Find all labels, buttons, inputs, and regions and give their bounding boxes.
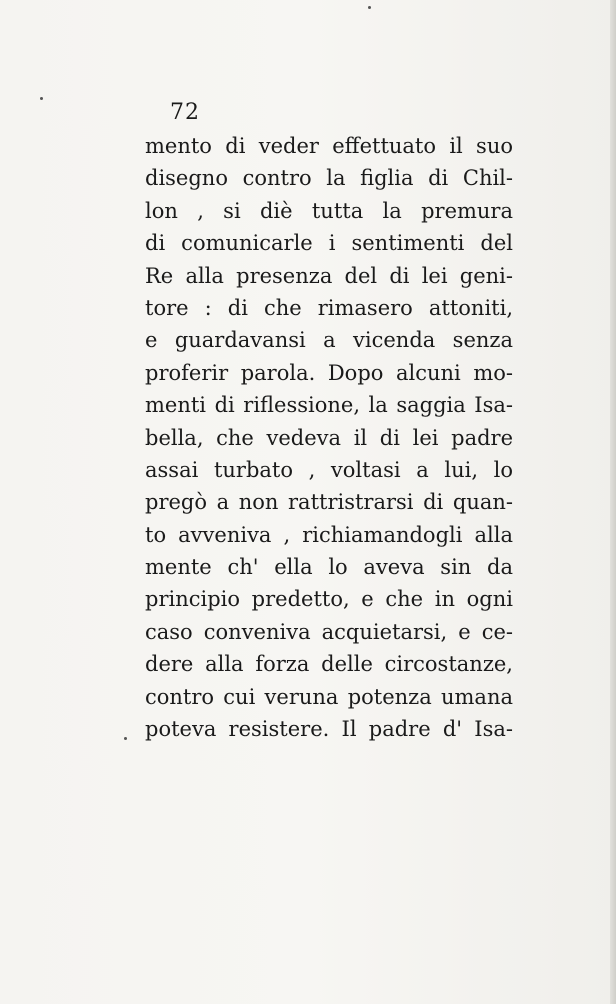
print-speck — [368, 6, 371, 9]
text-line: menti di riflessione, la saggia Isa- — [145, 393, 513, 418]
text-line: mente ch' ella lo aveva sin da — [145, 555, 513, 580]
page-number: 72 — [170, 100, 200, 125]
text-line: principio predetto, e che in ogni — [145, 587, 513, 612]
text-line: dere alla forza delle circostanze, — [145, 652, 513, 677]
text-line: mento di veder effettuato il suo — [145, 134, 513, 158]
text-line: poteva resistere. Il padre d' Isa- — [145, 717, 513, 742]
text-line: pregò a non rattristrarsi di quan- — [145, 490, 513, 515]
text-line: to avveniva , richiamandogli alla — [145, 522, 513, 547]
text-line: contro cui veruna potenza umana — [145, 684, 513, 709]
text-line: e guardavansi a vicenda senza — [145, 328, 513, 353]
text-line: Re alla presenza del di lei geni- — [145, 263, 513, 288]
print-speck — [40, 97, 43, 100]
text-line: assai turbato , voltasi a lui, lo — [145, 457, 513, 482]
print-speck — [124, 737, 127, 740]
text-line: tore : di che rimasero attoniti, — [145, 295, 513, 320]
text-line: lon , si diè tutta la premura — [145, 198, 513, 223]
text-line: proferir parola. Dopo alcuni mo- — [145, 360, 513, 385]
body-text — [145, 130, 513, 745]
text-line: bella, che vedeva il di lei padre — [145, 425, 513, 450]
page-edge — [610, 0, 616, 1004]
text-line: disegno contro la figlia di Chil- — [145, 166, 513, 191]
text-line: di comunicarle i sentimenti del — [145, 231, 513, 256]
text-line: caso conveniva acquietarsi, e ce- — [145, 619, 513, 644]
